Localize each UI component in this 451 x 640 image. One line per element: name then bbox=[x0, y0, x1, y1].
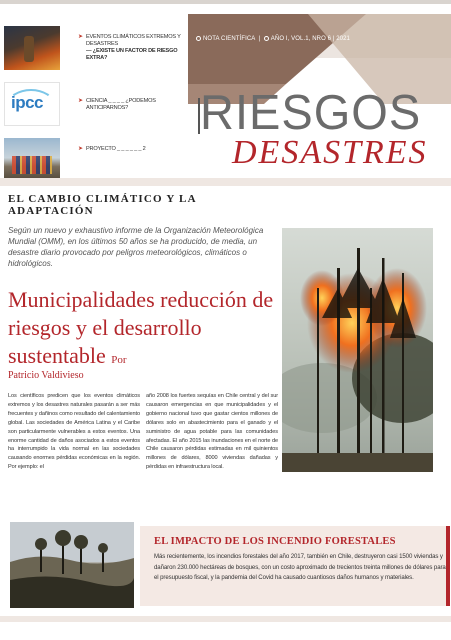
fire-impact-text: Más recientemente, los incendios forestales del año 2017, también en Chile, destruyeron casi 1500 viviendas y dañaron 230.000 hectáreas de bosques, con un costo aproximado de trecientos treinta millones de dólares para el presupuesto fiscal, y la pandemia del Covid ha causado cuantiosos daños humanos y materiales. bbox=[154, 553, 446, 581]
arrow-bullet-icon: ➤ bbox=[78, 98, 83, 104]
thumbnail-ipcc-logo[interactable] bbox=[4, 82, 60, 126]
masthead-subtitle: DESASTRES bbox=[232, 134, 428, 171]
arrow-bullet-icon: ➤ bbox=[78, 34, 83, 40]
issue-label: AÑO I, VOL.1, NRO 6 | 2021 bbox=[270, 36, 350, 43]
sidebar-item-label: CIENCIA _ _ _ _ ¿PODEMOS ANTICIPARNOS? bbox=[86, 98, 156, 111]
burned-landscape-photo bbox=[10, 522, 134, 608]
wildfire-illustration bbox=[282, 228, 433, 472]
circle-icon bbox=[264, 36, 269, 41]
burned-landscape-illustration bbox=[10, 522, 134, 608]
bottom-divider bbox=[0, 616, 451, 622]
sidebar-item-ciencia[interactable] bbox=[78, 98, 188, 112]
fire-impact-box bbox=[10, 522, 446, 608]
issue-line: NOTA CIENTÍFICA | AÑO I, VOL.1, NRO 6 | 2021 bbox=[196, 36, 350, 42]
sidebar-item-sublabel: — ¿EXISTE UN FACTOR DE RIESGO EXTRA? bbox=[86, 48, 178, 61]
headline-text: Municipalidades reducción de riesgos y el desarrollo sustentable bbox=[8, 287, 274, 368]
top-stripe bbox=[0, 0, 451, 4]
headline-por: Por bbox=[111, 354, 127, 366]
sidebar-item-label: PROYECTO _ _ _ _ _ _ 2 bbox=[86, 146, 146, 152]
article-headline bbox=[8, 286, 280, 374]
section-title: EL CAMBIO CLIMÁTICO Y LA ADAPTACIÓN bbox=[8, 193, 197, 217]
fire-impact-title: EL IMPACTO DE LOS INCENDIO FORESTALES bbox=[154, 536, 396, 547]
fire-impact-card bbox=[140, 526, 450, 606]
thumbnail-people-image[interactable] bbox=[4, 138, 60, 182]
arrow-bullet-icon: ➤ bbox=[78, 146, 83, 152]
article-column-1: Los científicos predicen que los eventos climáticos extremos y los desastres naturales pasarán a ser más frecuentes y dañinos como resultado del calentamiento global. Las sociedades de América Latina y el Caribe son particularmente vulnerables a estos eventos. Una enorme cantidad de daños asociados a estos eventos ha interrumpido la vida normal en las sociedades causando enormes pérdidas económicas en la región. Por ejemplo: el bbox=[8, 393, 140, 471]
wildfire-forest-photo bbox=[282, 228, 433, 472]
masthead-title: RIESGOS bbox=[200, 83, 422, 140]
sidebar-item-proyecto[interactable] bbox=[78, 146, 146, 153]
circle-icon bbox=[196, 36, 201, 41]
section-divider bbox=[0, 178, 451, 186]
note-label: NOTA CIENTÍFICA bbox=[203, 36, 256, 43]
section-intro: Según un nuevo y exhaustivo informe de la Organización Meteorológica Mundial (OMM), en los últimos 50 años se ha producido, de media, un desastre diario provocado por peligros meteorológicos, climáticos o hidrológicos. bbox=[8, 226, 264, 268]
sidebar-thumbnails bbox=[4, 26, 60, 194]
sidebar-item-label: EVENTOS CLIMÁTICOS EXTREMOS Y DESASTRES bbox=[86, 34, 181, 47]
ipcc-logo-text: ipcc bbox=[11, 93, 44, 112]
sidebar-item-eventos[interactable] bbox=[78, 34, 188, 62]
article-author: Patricio Valdivieso bbox=[8, 370, 84, 381]
thumbnail-fire-image[interactable] bbox=[4, 26, 60, 70]
article-column-2: año 2008 los fuertes sequías en Chile central y del sur causaron emergencias en que municipalidades y el gobierno nacional tuvo que gastar cientos millones de dólares solo en abastecimiento para el ganado y el suministro de agua potable para las comunidades afectadas. El año 2015 las inundaciones en el norte de Chile causaron pérdidas estimadas en mil quinientos millones de dólares, 8000 viviendas dañadas y pérdidas en infraestructura local. bbox=[146, 393, 278, 471]
